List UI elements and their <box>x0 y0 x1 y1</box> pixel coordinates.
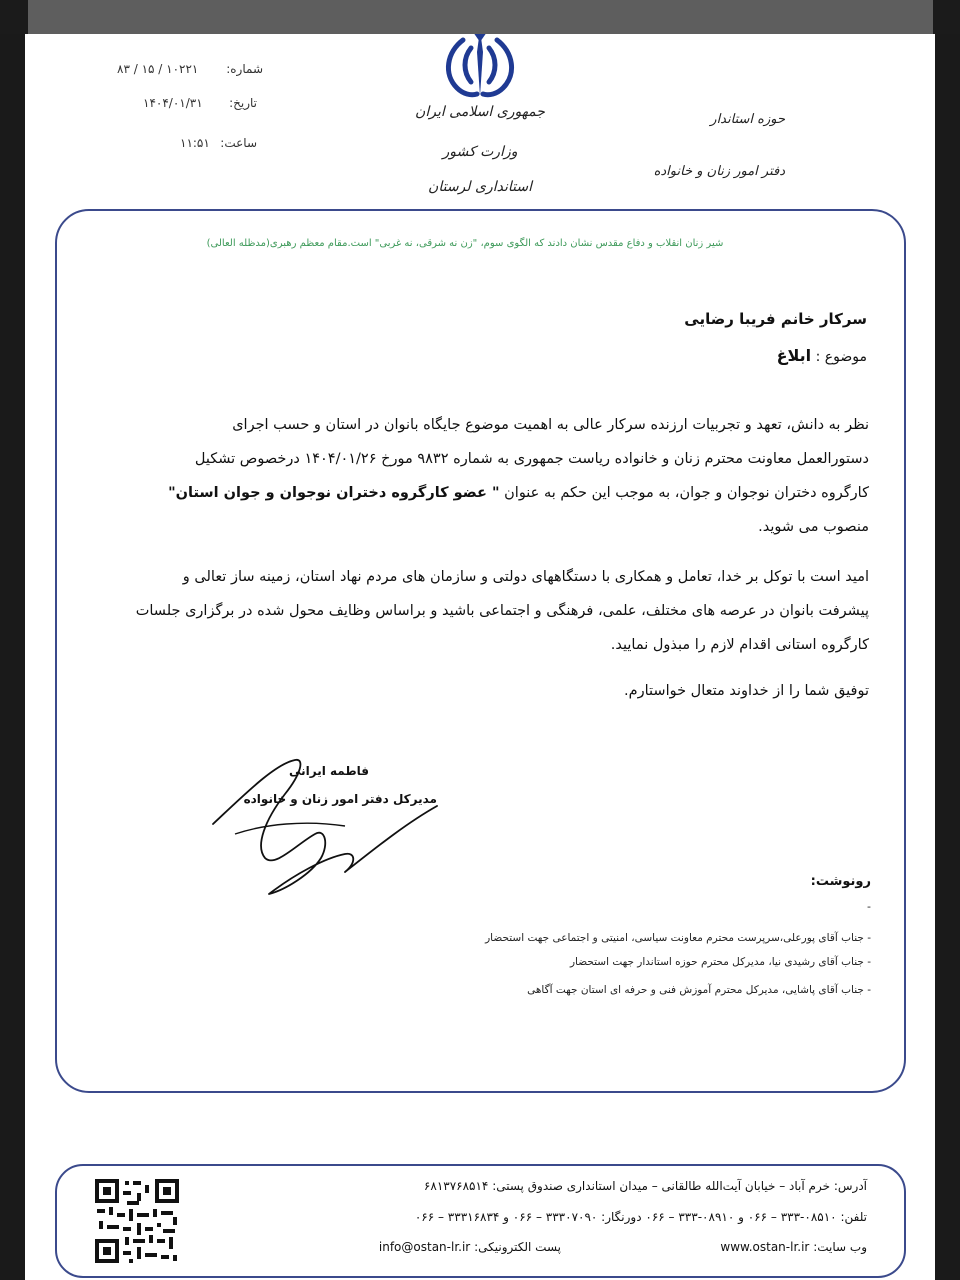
closing: توفیق شما را از خداوند متعال خواستارم. <box>624 683 869 699</box>
footer-website-row <box>720 1240 867 1254</box>
emblem-line-2: وزارت کشور <box>442 144 518 160</box>
cc-title: رونوشت: <box>810 874 871 889</box>
footer-email-row <box>379 1240 561 1254</box>
paragraph-1-line-3-text: کارگروه دختران نوجوان و جوان، به موجب این حکم به عنوان <box>504 485 869 501</box>
paragraph-1-line-1: نظر به دانش، تعهد و تجربیات ارزنده سرکار عالی به اهمیت موضوع جایگاه بانوان در استان و حسب اجرای <box>232 417 869 433</box>
time-label: ساعت: <box>220 136 257 150</box>
time-value: ۱۱:۵۱ <box>180 136 210 150</box>
subject-line <box>777 346 867 365</box>
signatory-title: مدیرکل دفتر امور زنان و خانواده <box>243 792 437 806</box>
number-value: ۸۳ / ۱۵ / ۱۰۲۲۱ <box>117 62 199 76</box>
paragraph-2-line-3: کارگروه استانی اقدام لازم را مبذول نمایید. <box>610 637 869 653</box>
email-label: پست الکترونیکی: <box>474 1240 561 1254</box>
signatory-name: فاطمه ایرانی <box>288 764 369 778</box>
iran-emblem-icon <box>433 34 527 102</box>
slogan: شیر زنان انقلاب و دفاع مقدس نشان دادند که الگوی سوم، "زن نه شرقی، نه غربی" است.مقام معظم رهبری(مدظله العالی) <box>206 238 724 249</box>
dept-line-2: دفتر امور زنان و خانواده <box>653 164 785 179</box>
website-label: وب سایت: <box>813 1240 867 1254</box>
cc-item-2: - جناب آقای رشیدی نیا، مدیرکل محترم حوزه استاندار جهت استحضار <box>569 956 871 968</box>
website-link[interactable]: www.ostan-lr.ir <box>720 1240 810 1254</box>
status-bar <box>0 0 960 34</box>
appointment-title: " عضو کارگروه دختران نوجوان و جوان استان" <box>168 485 500 501</box>
cc-item-1: - جناب آقای پورعلی،سرپرست محترم معاونت سیاسی، امنیتی و اجتماعی جهت استحضار <box>485 932 871 944</box>
subject-value: ابلاغ <box>776 346 812 365</box>
footer-address: آدرس: خرم آباد – خیابان آیت‌الله طالقانی – میدان استانداری صندوق پستی: ۶۸۱۳۷۶۸۵۱۴ <box>423 1179 867 1193</box>
emblem-line-1: جمهوری اسلامی ایران <box>415 104 545 120</box>
paragraph-1-line-4: منصوب می شوید. <box>758 519 869 535</box>
email-link[interactable]: info@ostan-lr.ir <box>378 1240 471 1254</box>
cc-dash: - <box>867 900 871 913</box>
status-bar-pill <box>28 0 933 34</box>
letter-page <box>25 34 935 1280</box>
subject-label: موضوع : <box>815 349 867 365</box>
paragraph-1-line-2: دستورالعمل معاونت محترم زنان و خانواده ریاست جمهوری به شماره ۹۸۳۲ مورخ ۱۴۰۴/۰۱/۲۶ درخصوص تشکیل <box>194 451 869 467</box>
footer-phone: تلفن: ۰۸۵۱۰-۳۳۳ – ۰۶۶ و ۰۸۹۱۰-۳۳۳ – ۰۶۶ دورنگار: ۳۳۳۰۷۰۹۰ – ۰۶۶ و ۳۳۳۱۶۸۳۴ – ۰۶۶ <box>414 1210 867 1224</box>
number-label: شماره: <box>226 62 263 76</box>
dept-line-1: حوزه استاندار <box>710 112 785 127</box>
emblem-line-3: استانداری لرستان <box>428 179 532 195</box>
date-label: تاریخ: <box>229 96 257 110</box>
paragraph-2-line-2: پیشرفت بانوان در عرصه های مختلف، علمی، فرهنگی و اجتماعی باشید و براساس وظایف محول شده در برگزاری جلسات <box>135 603 869 619</box>
date-value: ۱۴۰۴/۰۱/۳۱ <box>143 96 203 110</box>
recipient: سرکار خانم فریبا رضایی <box>684 310 867 328</box>
paragraph-2-line-1: امید است با توکل بر خدا، تعامل و همکاری با دستگاههای دولتی و سازمان های مردم نهاد استان، زمینه ساز تعالی و <box>182 569 869 585</box>
paragraph-1-line-3 <box>87 476 869 510</box>
cc-item-3: - جناب آقای پاشایی، مدیرکل محترم آموزش فنی و حرفه ای استان جهت آگاهی <box>527 984 871 996</box>
qr-code-icon <box>93 1177 181 1265</box>
